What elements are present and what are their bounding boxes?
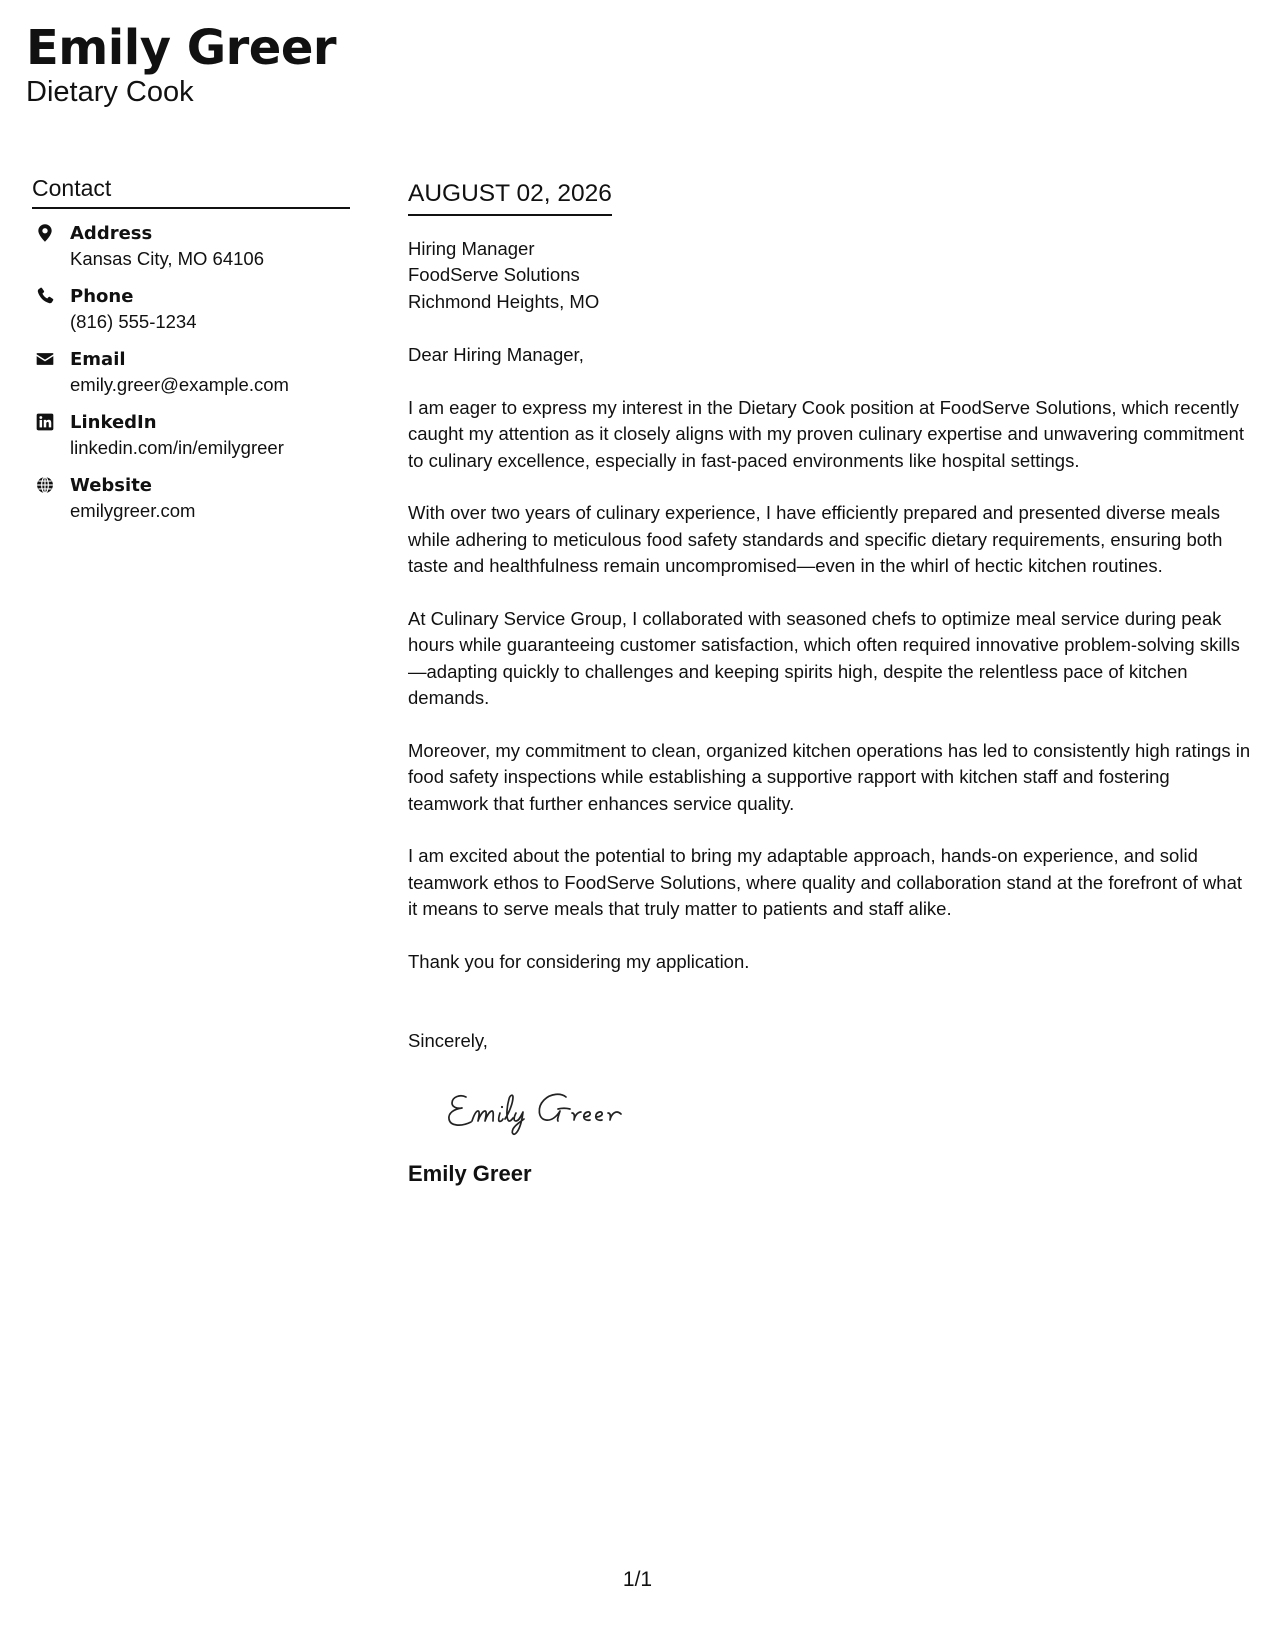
letter-date: AUGUST 02, 2026 (408, 178, 612, 216)
recipient-line: FoodServe Solutions (408, 264, 580, 286)
letter-paragraph: I am excited about the potential to bring my adaptable approach, hands-on experience, and solid teamwork ethos to FoodServe Solutions, where quality and collaboration stand at the forefront of what it means to serve meals that truly matter to patients and staff alike. (408, 845, 1243, 920)
letter-paragraph: With over two years of culinary experience, I have efficiently prepared and presented diverse meals while adhering to meticulous food safety standards and specific dietary requirements, ensuring both taste and healthfulness remain uncompromised—even in the whirl of hectic kitchen routines. (408, 502, 1223, 577)
contact-item-email (32, 347, 350, 410)
recipient-line: Richmond Heights, MO (408, 290, 600, 312)
signed-name: Emily Greer (408, 1160, 532, 1186)
map-pin-icon (35, 223, 55, 243)
contact-item-website (32, 473, 350, 536)
contact-value-linkedin: linkedin.com/in/emilygreer (70, 436, 284, 458)
globe-icon (35, 475, 55, 495)
linkedin-icon (35, 412, 55, 432)
letter-greeting: Dear Hiring Manager, (408, 344, 584, 366)
letter-paragraph: At Culinary Service Group, I collaborated with seasoned chefs to optimize meal service during peak hours while guaranteeing customer satisfaction, which often required innovative problem-solving skills—adapting quickly to challenges and keeping spirits high, despite the relentless pace of kitchen demands. (408, 607, 1240, 709)
contact-value-phone: (816) 555-1234 (70, 310, 197, 332)
page-number: 1/1 (622, 1568, 653, 1591)
recipient-line: Hiring Manager (408, 237, 535, 259)
recipient-block (408, 236, 1253, 316)
contact-list (32, 221, 350, 536)
contact-label-phone: Phone (70, 285, 134, 307)
cover-letter-body (408, 178, 1253, 1187)
letter-paragraph: I am eager to express my interest in the Dietary Cook position at FoodServe Solutions, which recently caught my attention as it closely aligns with my proven culinary expertise and unwavering commitment to culinary excellence, especially in fast-paced environments like hospital settings. (408, 396, 1244, 471)
contact-item-address (32, 221, 350, 284)
contact-label-website: Website (70, 474, 153, 496)
envelope-icon (35, 349, 55, 369)
contact-label-email: Email (70, 348, 126, 370)
contact-sidebar (32, 175, 350, 536)
contact-label-linkedin: LinkedIn (70, 411, 157, 433)
contact-value-email: emily.greer@example.com (70, 373, 289, 395)
contact-value-website: emilygreer.com (70, 499, 196, 521)
handwritten-signature (444, 1083, 1253, 1143)
job-title: Dietary Cook (26, 75, 194, 108)
contact-heading: Contact (32, 175, 350, 209)
letter-closing: Sincerely, (408, 1030, 488, 1052)
phone-icon (35, 286, 55, 306)
contact-item-phone (32, 284, 350, 347)
contact-value-address: Kansas City, MO 64106 (70, 247, 264, 269)
contact-item-linkedin (32, 410, 350, 473)
contact-label-address: Address (70, 222, 153, 244)
letter-paragraph: Thank you for considering my application. (408, 950, 750, 972)
resume-header (26, 22, 336, 110)
letter-paragraph: Moreover, my commitment to clean, organized kitchen operations has led to consistently high ratings in food safety inspections while establishing a supportive rapport with kitchen staff and fostering teamwork that further enhances service quality. (408, 739, 1251, 814)
applicant-name: Emily Greer (26, 20, 337, 76)
